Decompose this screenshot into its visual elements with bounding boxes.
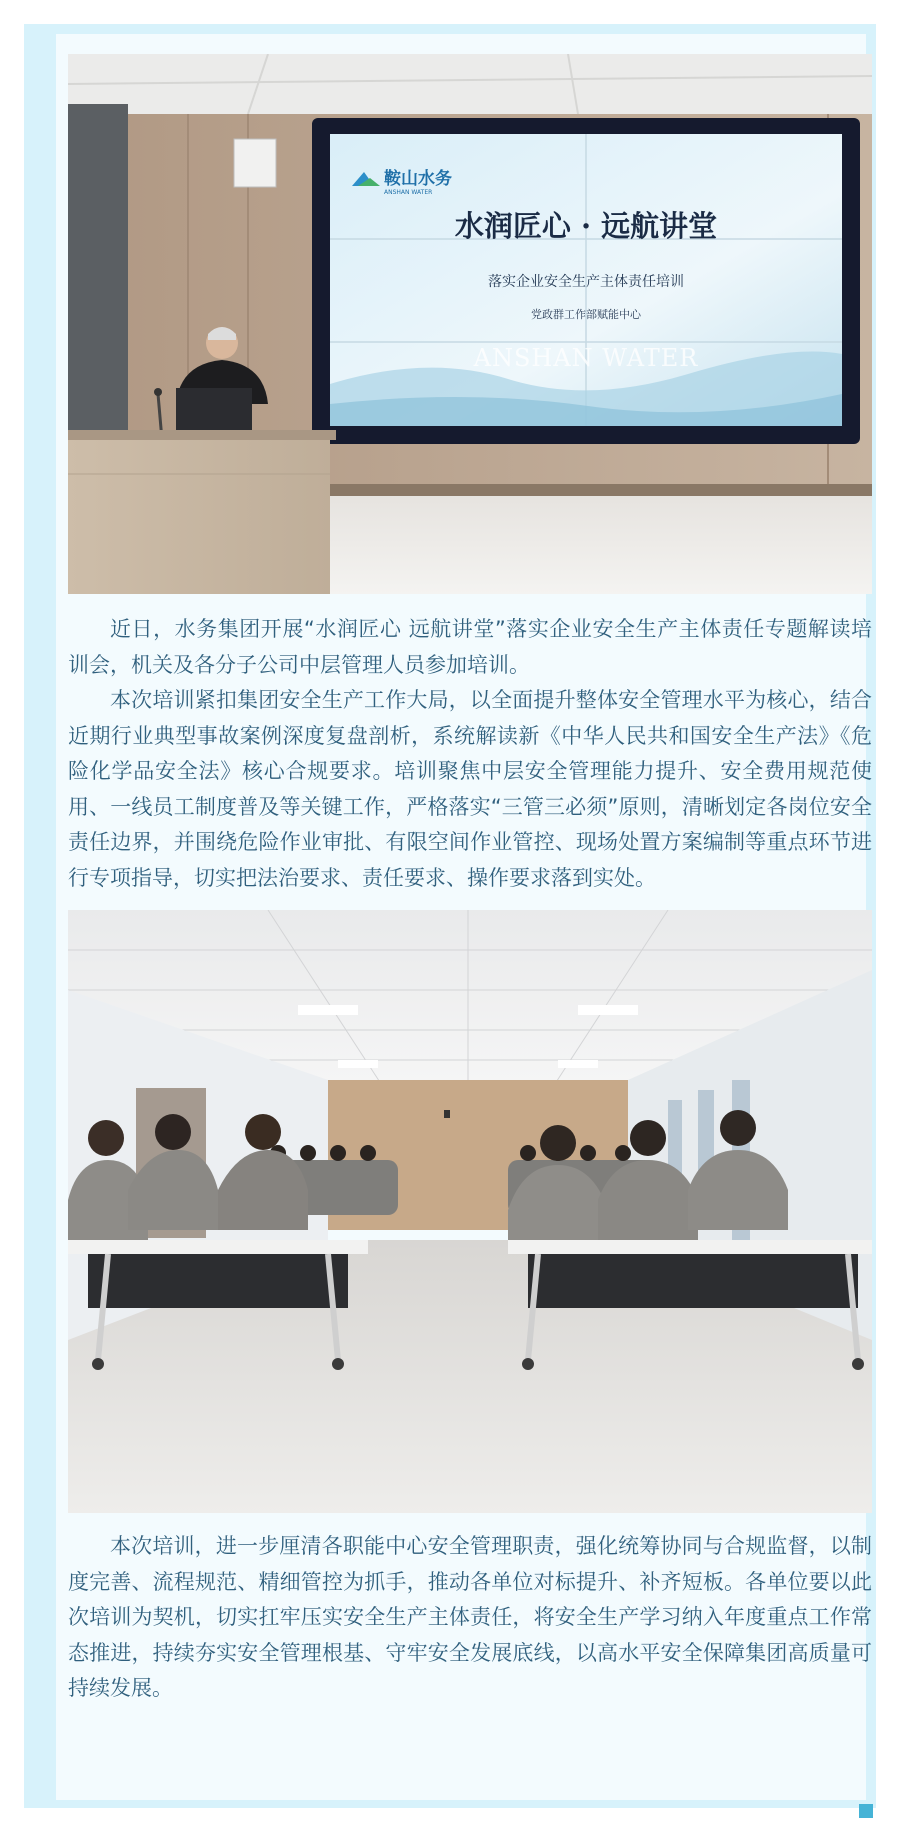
screen-title: 水润匠心 · 远航讲堂: [454, 209, 718, 243]
classroom-photo-illustration: [68, 910, 872, 1513]
screen-watermark: ANSHAN WATER: [473, 344, 699, 372]
lecture-photo-illustration: [68, 54, 872, 594]
article-frame: [24, 24, 876, 1808]
screen-logo: 鞍山水务: [384, 169, 452, 189]
corner-decoration-bottom-right: [859, 1804, 873, 1818]
paragraph-intro: 近日，水务集团开展“水润匠心 远航讲堂”落实企业安全生产主体责任专题解读培训会，机关及各分子公司中层管理人员参加培训。: [68, 617, 872, 677]
screen-logo-en: ANSHAN WATER: [384, 189, 433, 196]
lecture-photo: [68, 54, 872, 594]
screen-subtitle: 落实企业安全生产主体责任培训: [488, 274, 684, 290]
screen-dept: 党政群工作部赋能中心: [531, 308, 641, 321]
paragraph-training-content: 本次培训紧扣集团安全生产工作大局，以全面提升整体安全管理水平为核心，结合近期行业典型事故案例深度复盘剖析，系统解读新《中华人民共和国安全生产法》《危险化学品安全法》核心合规要求。培训聚焦中层安全管理能力提升、安全费用规范使用、一线员工制度普及等关键工作，严格落实“三管三必须”原则，清晰划定各岗位安全责任边界，并围绕危险作业审批、有限空间作业管控、现场处置方案编制等重点环节进行专项指导，切实把法治要求、责任要求、操作要求落到实处。: [68, 688, 872, 890]
classroom-photo: [68, 910, 872, 1513]
article-panel: [56, 34, 872, 1800]
paragraph-conclusion: 本次培训，进一步厘清各职能中心安全管理职责，强化统筹协同与合规监督，以制度完善、流程规范、精细管控为抓手，推动各单位对标提升、补齐短板。各单位要以此次培训为契机，切实扛牢压实安全生产主体责任，将安全生产学习纳入年度重点工作常态推进，持续夯实安全管理根基、守牢安全发展底线，以高水平安全保障集团高质量可持续发展。: [68, 1534, 872, 1700]
